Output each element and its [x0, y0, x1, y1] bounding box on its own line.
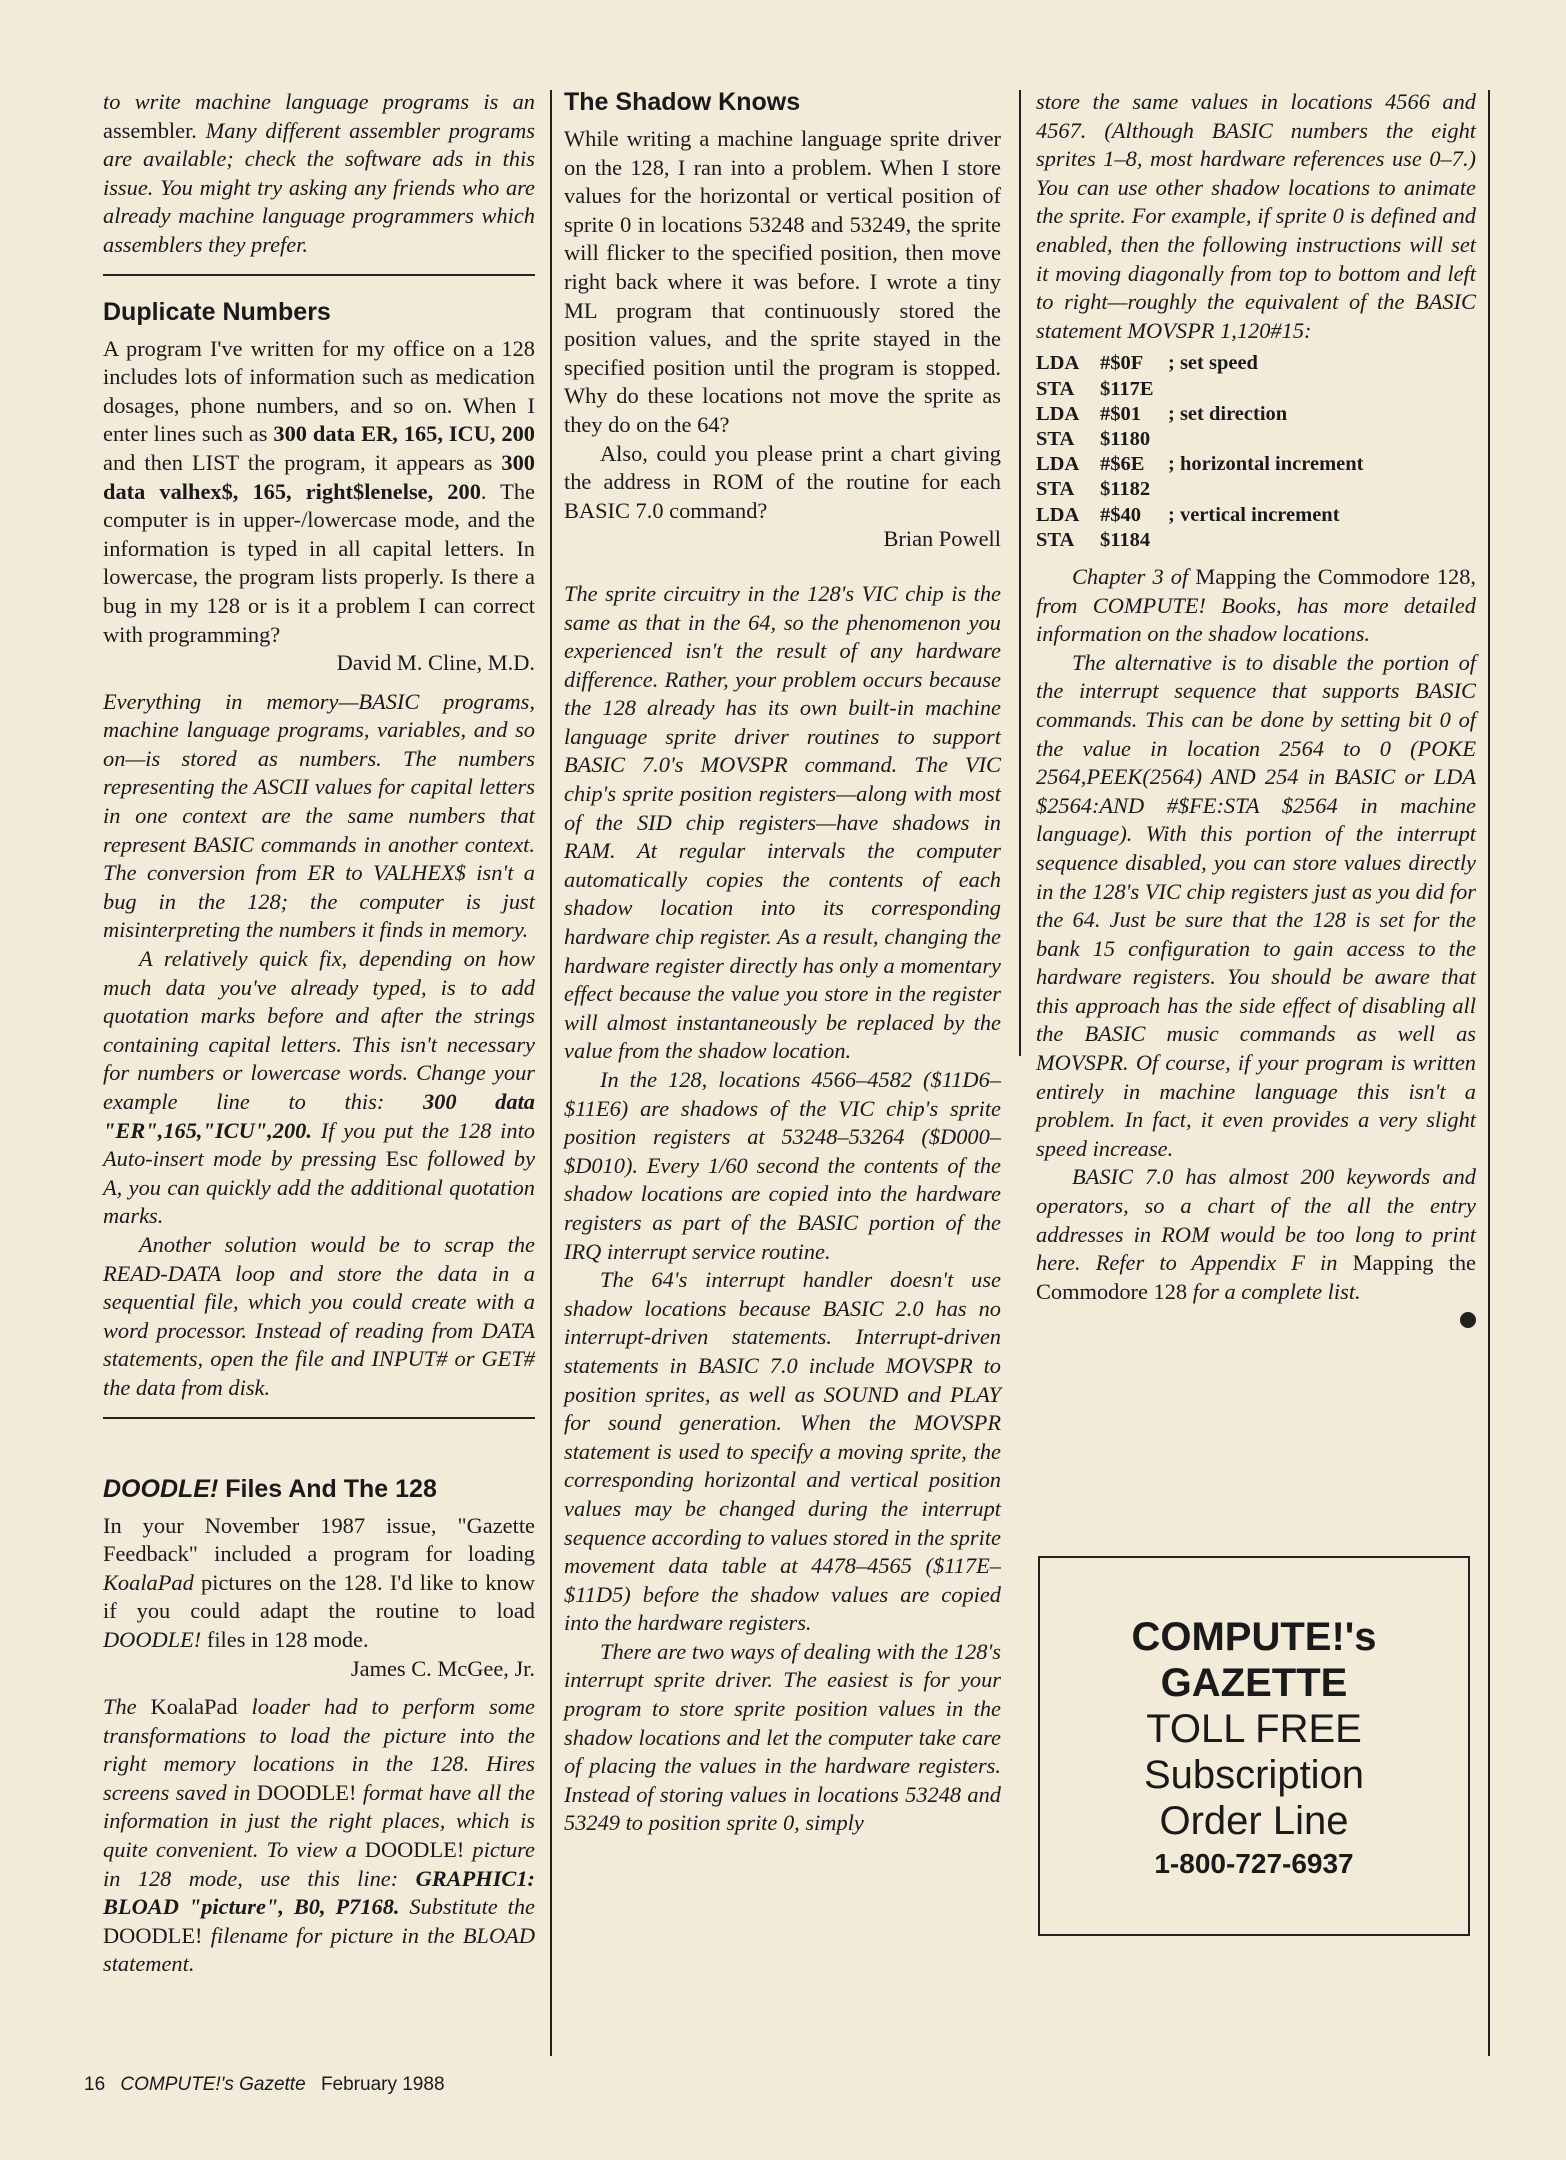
text-run: KoalaPad: [103, 1569, 194, 1595]
issue-date: February 1988: [320, 2074, 445, 2095]
text-run: 300 data "ER",165,"ICU",200.: [103, 1089, 535, 1143]
code-opcode: LDA: [1036, 402, 1080, 425]
text-run: for a complete list.: [1187, 1278, 1361, 1304]
code-opcode: LDA: [1036, 503, 1080, 526]
text-run: Many different assembler programs are available; check the software ads in this issue. You might try asking any friends who are already machine language programmers which assemblers they prefer.: [103, 117, 535, 257]
code-operand: #$6E: [1100, 453, 1145, 476]
text-run: DOODLE!: [103, 1626, 202, 1652]
code-line: [1036, 503, 1476, 528]
answer-paragraph: The alternative is to disable the portion of the interrupt sequence that supports BASIC commands. This can be done by setting bit 0 of the value in location 2564 to 0 (POKE 2564,PEEK(2564) AND 254 in BASIC or LDA $2564:AND #$FE:STA $2564 in machine language). With this portion of the interrupt sequence disabled, you can store values directly in the 128's VIC chip registers just as you did for the 64. Just be sure that the 128 is set for the bank 15 configuration to gain access to the hardware registers. You should be aware that this approach has the side effect of disabling all the BASIC music commands as well as MOVSPR. Of course, if your program is written entirely in machine language this isn't a problem. In fact, it even provides a very slight speed increase.: [1036, 649, 1476, 1161]
code-line: [1036, 427, 1476, 452]
section-title-shadow-knows: The Shadow Knows: [564, 88, 801, 116]
code-opcode: LDA: [1036, 352, 1080, 375]
section-title-duplicate-numbers: Duplicate Numbers: [103, 297, 331, 326]
text-run: 300 data ER, 165, ICU, 200: [273, 421, 535, 447]
page-footer: [84, 2074, 455, 2096]
answer-paragraph: store the same values in locations 4566 and 4567. (Although BASIC numbers the eight sprites 1–8, most hardware references use 0–7.) You can use other shadow locations to animate the sprite. For example, if sprite 0 is defined and enabled, then the following instructions will set it moving diagonally from top to bottom and left to right—roughly the equivalent of the BASIC statement MOVSPR 1,120#15:: [1036, 89, 1476, 343]
code-opcode: STA: [1036, 528, 1075, 551]
text-run: from COMPUTE! Books, has more detailed information on the shadow locations.: [1036, 592, 1476, 647]
code-comment: ; set speed: [1168, 352, 1258, 375]
text-run: and then LIST the program, it appears as: [103, 449, 502, 475]
column-rule-far-right: [1488, 90, 1490, 2056]
text-run: BASIC 7.0 has almost 200 keywords and operators, so a chart of the all the entry addresses in ROM would be too long to print here. Refer to Appendix F in: [1036, 1164, 1476, 1276]
section-title-doodle: [103, 1475, 535, 1504]
code-comment: ; horizontal increment: [1168, 453, 1364, 476]
ad-line: Subscription: [1143, 1753, 1365, 1797]
code-line: [1036, 351, 1476, 376]
text-run: The: [103, 1694, 151, 1720]
answer-paragraph: There are two ways of dealing with the 128's interrupt sprite driver. The easiest is for your program to store sprite position values in the shadow locations and let the computer take care of placing the values in the hardware registers. Instead of storing values in locations 53248 and 53249 to position sprite 0, simply: [564, 1638, 1001, 1836]
section-divider: [103, 1417, 535, 1419]
text-run: Substitute the: [399, 1894, 535, 1920]
code-comment: ; set direction: [1168, 402, 1288, 425]
letter-shadow: While writing a machine language sprite driver on the 128, I ran into a problem. When I store values for the horizontal or vertical position of sprite 0 in locations 53248 and 53249, the sprite will flicker to the specified position, then move right back where it was before. I wrote a tiny ML program that continuously stored the position values, and the sprite stayed in the specified position until the program is stopped. Why do these locations not move the sprite as they do on the 64?: [564, 126, 1001, 437]
text-run: Mapping the Commodore 128: [1036, 1250, 1476, 1304]
answer-paragraph: Everything in memory—BASIC programs, machine language programs, variables, and so on—is stored as numbers. The numbers representing the ASCII values for capital letters in one context are the same numbers that represent BASIC commands in another context. The conversion from ER to VALHEX$ isn't a bug in the 128; the computer is just misinterpreting the numbers it finds in memory.: [103, 688, 535, 943]
letter-signature: James C. McGee, Jr.: [350, 1655, 535, 1681]
answer-paragraph: [103, 945, 535, 1231]
column-1: [103, 88, 535, 1979]
code-operand: $1182: [1100, 478, 1151, 501]
answer-paragraph: The sprite circuitry in the 128's VIC chip is the same as that in the 64, so the phenomenon you experienced isn't the result of any hardware difference. Rather, your problem occurs because the 128 already has its own built-in machine language sprite driver routines to support BASIC 7.0's MOVSPR command. The VIC chip's sprite position registers—along with most of the SID chip registers—have shadows in RAM. At regular intervals the computer automatically copies the contents of each shadow location into its corresponding hardware chip register. As a result, changing the hardware register directly has only a momentary effect because the value you store in the register will almost instantaneously be replaced by the value from the shadow location.: [564, 580, 1001, 1064]
answer-paragraph: The 64's interrupt handler doesn't use shadow locations because BASIC 2.0 has no interrupt-driven statements. Interrupt-driven statements in BASIC 7.0 include MOVSPR to position sprites, as well as SOUND and PLAY for sound generation. When the MOVSPR statement is used to specify a moving sprite, the corresponding horizontal and vertical position values may be changed during the interrupt sequence according to values stored in the sprite movement data table at 4478–4565 ($117E–$11D5) before the shadow values are copied into the hardware registers.: [564, 1267, 1001, 1636]
code-comment: ; vertical increment: [1168, 503, 1340, 526]
code-operand: $1184: [1100, 528, 1151, 551]
code-operand: $1180: [1100, 427, 1151, 450]
code-line: [1036, 528, 1476, 553]
code-listing: [1036, 351, 1476, 553]
ad-line: TOLL FREE: [1146, 1707, 1362, 1751]
ad-title-line: GAZETTE: [1160, 1661, 1348, 1705]
text-run: In your November 1987 issue, "Gazette Feedback" included a program for loading: [103, 1512, 535, 1567]
magazine-name: COMPUTE!'s Gazette: [120, 2074, 306, 2095]
code-operand: #$40: [1100, 503, 1141, 526]
code-line: [1036, 377, 1476, 402]
code-operand: $117E: [1100, 377, 1154, 400]
answer-paragraph: In the 128, locations 4566–4582 ($11D6–$11E6) are shadows of the VIC chip's sprite position registers at 53248–53264 ($D000–$D010). Every 1/60 second the contents of the shadow locations are copied into the hardware registers as part of the BASIC portion of the IRQ interrupt service routine.: [564, 1067, 1001, 1264]
doodle-title-italic: DOODLE!: [103, 1474, 219, 1503]
ad-title-line: COMPUTE!'s: [1131, 1615, 1377, 1659]
text-run: . The computer is in upper-/lowercase mode, and the information is typed in all capital letters. In lowercase, the program lists properly. Is there a bug in my 128 or is it a problem I can correct with programming?: [103, 478, 535, 647]
column-3: [1036, 88, 1476, 1328]
text-run: filename for picture in the BLOAD statement.: [103, 1922, 535, 1977]
letter-duplicate-numbers: [103, 335, 535, 650]
code-line: [1036, 402, 1476, 427]
page-number: 16: [84, 2074, 106, 2095]
column-2: [564, 88, 1001, 1838]
code-opcode: STA: [1036, 478, 1075, 501]
code-opcode: STA: [1036, 377, 1075, 400]
letter-signature: Brian Powell: [883, 526, 1001, 552]
end-mark-icon: [1460, 1312, 1476, 1328]
column-rule-right: [1019, 90, 1021, 1056]
text-run: followed by A, you can quickly add the additional quotation marks.: [103, 1146, 536, 1229]
ad-line: Order Line: [1159, 1799, 1349, 1843]
code-opcode: LDA: [1036, 453, 1080, 476]
spacer: [564, 554, 1001, 580]
intro-paragraph: [103, 88, 535, 260]
answer-paragraph: [1036, 1163, 1476, 1306]
letter-shadow: Also, could you please print a chart giving the address in ROM of the routine for each BASIC 7.0 command?: [564, 440, 1001, 523]
text-run: DOODLE!: [364, 1837, 465, 1863]
code-line: [1036, 452, 1476, 477]
text-run: KoalaPad: [150, 1694, 238, 1720]
text-run: Esc: [385, 1146, 419, 1172]
text-run: files in 128 mode.: [201, 1626, 369, 1652]
subscription-ad-box: [1038, 1556, 1470, 1936]
ad-phone-number: 1-800-727-6937: [1154, 1848, 1354, 1879]
column-rule-left: [550, 90, 552, 2056]
section-divider: [103, 274, 535, 276]
text-run: DOODLE!: [103, 1922, 203, 1948]
text-run: picture in 128 mode, use this line:: [103, 1837, 535, 1891]
text-run: format have all the information in just the right places, which is quite convenient. To view a: [103, 1779, 535, 1863]
answer-paragraph: [103, 1693, 535, 1979]
code-line: [1036, 477, 1476, 502]
text-run: to write machine language programs is an: [103, 89, 535, 114]
text-run: assembler.: [103, 117, 206, 143]
text-run: Mapping the Commodore 128,: [1195, 563, 1476, 589]
letter-doodle: [103, 1512, 535, 1655]
text-run: GRAPHIC1: BLOAD "picture", B0, P7168.: [103, 1865, 535, 1920]
text-run: 300 data valhex$, 165, right$lenelse, 200: [103, 449, 535, 504]
text-run: Chapter 3 of: [1072, 563, 1196, 589]
text-run: A relatively quick fix, depending on how much data you've already typed, is to add quotation marks before and after the strings containing capital letters. This isn't necessary for numbers or lowercase words. Change your example line to this:: [103, 946, 535, 1114]
text-run: If you put the 128 into Auto-insert mode by pressing: [103, 1117, 535, 1172]
text-run: DOODLE!: [256, 1779, 357, 1805]
code-operand: #$01: [1100, 402, 1141, 425]
text-run: pictures on the 128. I'd like to know if you could adapt the routine to load: [103, 1569, 535, 1624]
doodle-title-rest: Files And The 128: [218, 1474, 437, 1503]
code-opcode: STA: [1036, 427, 1075, 450]
text-run: A program I've written for my office on a 128 includes lots of information such as medication dosages, phone numbers, and so on. When I enter lines such as: [103, 335, 535, 447]
answer-paragraph: Another solution would be to scrap the READ-DATA loop and store the data in a sequential file, which you could create with a word processor. Instead of reading from DATA statements, open the file and INPUT# or GET# the data from disk.: [103, 1231, 535, 1400]
answer-paragraph: [1036, 563, 1476, 649]
text-run: loader had to perform some transformations to load the picture into the right memory locations in the 128. Hires screens saved in: [103, 1694, 535, 1805]
letter-signature: David M. Cline, M.D.: [336, 650, 535, 676]
code-operand: #$0F: [1100, 352, 1144, 375]
